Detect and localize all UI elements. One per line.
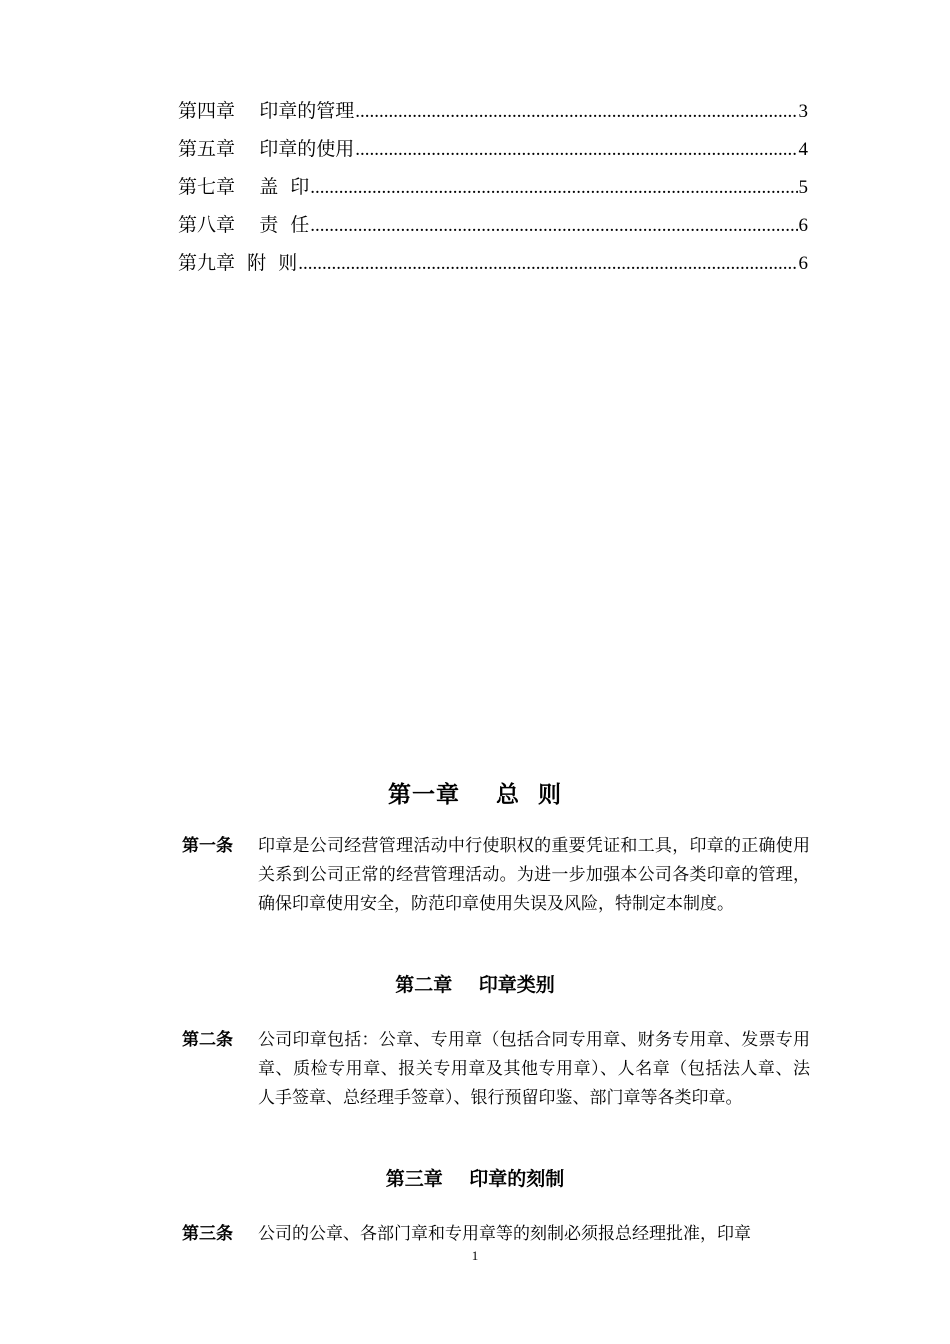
toc-entry[interactable] xyxy=(178,96,808,134)
chapter-number: 第二章 xyxy=(395,974,453,996)
article-text: 公司印章包括：公章、专用章（包括合同专用章、财务专用章、发票专用章、质检专用章、报关专用章及其他专用章）、人名章（包括法人章、法人手签章、总经理手签章）、银行预留印鉴、部门章等各类印章。 xyxy=(258,1030,810,1108)
toc-leader-dots xyxy=(310,215,797,237)
toc-title-text: 印章的使用 xyxy=(259,138,355,160)
chapter-heading-3 xyxy=(0,1164,950,1191)
toc-page-number: 5 xyxy=(798,177,808,198)
toc-title-text: 盖 印 xyxy=(259,176,310,198)
page-number: 1 xyxy=(471,1248,479,1263)
article-label: 第二条 xyxy=(182,1030,233,1050)
article-label: 第三条 xyxy=(182,1224,233,1244)
toc-chapter-title xyxy=(235,248,297,275)
toc-leader-dots xyxy=(310,177,797,199)
article-3 xyxy=(182,1220,810,1249)
toc-chapter-title xyxy=(235,96,354,123)
chapter-title: 总 则 xyxy=(496,782,563,808)
toc-chapter-number: 第八章 xyxy=(178,214,236,236)
toc-entry[interactable] xyxy=(178,210,808,248)
toc-page-number: 3 xyxy=(798,101,808,122)
toc-leader-dots xyxy=(355,139,797,161)
toc-chapter-number: 第四章 xyxy=(178,100,236,122)
article-2 xyxy=(182,1026,810,1113)
toc-chapter-number: 第五章 xyxy=(178,138,236,160)
toc-page-number: 4 xyxy=(798,139,808,160)
toc-title-text: 附 则 xyxy=(247,252,298,274)
toc-page-number: 6 xyxy=(798,215,808,236)
article-1 xyxy=(182,832,810,919)
chapter-number: 第一章 xyxy=(387,782,460,808)
toc-chapter-title xyxy=(235,210,309,237)
toc-entry[interactable] xyxy=(178,134,808,172)
article-text: 印章是公司经营管理活动中行使职权的重要凭证和工具，印章的正确使用关系到公司正常的经营管理活动。为进一步加强本公司各类印章的管理，确保印章使用安全，防范印章使用失误及风险，特制定本制度。 xyxy=(258,836,810,914)
toc-chapter-number: 第九章 xyxy=(178,252,236,274)
toc-leader-dots xyxy=(355,101,797,123)
toc-chapter-number: 第七章 xyxy=(178,176,236,198)
chapter-heading-2 xyxy=(0,970,950,997)
toc-chapter-title xyxy=(235,134,354,161)
toc-title-text: 印章的管理 xyxy=(259,100,355,122)
toc-title-text: 责 任 xyxy=(259,214,310,236)
toc-entry[interactable] xyxy=(178,248,808,286)
chapter-heading-1 xyxy=(0,776,950,809)
chapter-number: 第三章 xyxy=(385,1168,443,1190)
chapter-title: 印章的刻制 xyxy=(469,1168,565,1190)
toc-chapter-title xyxy=(235,172,309,199)
toc-leader-dots xyxy=(298,253,797,275)
article-text: 公司的公章、各部门章和专用章等的刻制必须报总经理批准，印章 xyxy=(258,1224,751,1244)
article-label: 第一条 xyxy=(182,836,233,856)
chapter-title: 印章类别 xyxy=(478,974,555,996)
toc-page-number: 6 xyxy=(798,253,808,274)
table-of-contents xyxy=(178,96,808,286)
toc-entry[interactable] xyxy=(178,172,808,210)
